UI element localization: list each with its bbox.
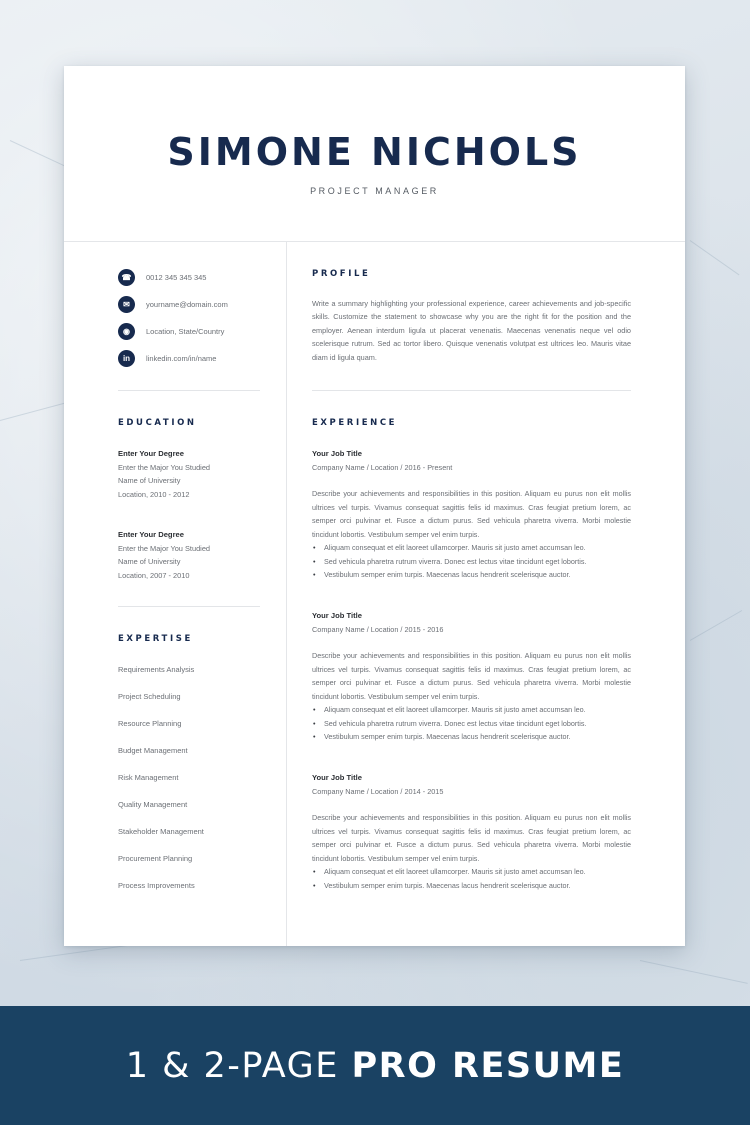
job-description: Describe your achievements and responsibilities in this position. Aliquam eu purus non elit mollis ultrices vel turpis. Vivamus consequat sagittis felis id maximus. Cras feugiat pretium lorem, ac semper orci pulvinar et. Fusce a dictum purus. Sed vehicula pharetra viverra. Morbi molestie tincidunt lobortis. Vestibulum semper vel enim turpis. bbox=[312, 651, 631, 701]
job-bullet: • Aliquam consequat et elit laoreet ullamcorper. Mauris sit justo amet accumsan leo. bbox=[312, 541, 631, 555]
education-entry bbox=[118, 528, 210, 582]
right-divider bbox=[312, 390, 631, 391]
email-icon: ✉ bbox=[118, 296, 135, 313]
job-entry bbox=[312, 771, 631, 892]
left-divider bbox=[118, 390, 260, 391]
job-company: Company Name / Location / 2014 - 2015 bbox=[312, 786, 444, 796]
skill-item: Project Scheduling bbox=[118, 692, 181, 701]
education-dates: Location, 2007 - 2010 bbox=[118, 570, 190, 580]
marble-vein bbox=[640, 960, 748, 984]
job-bullet: • Vestibulum semper enim turpis. Maecenas lacus hendrerit scelerisque auctor. bbox=[312, 568, 631, 582]
contact-phone bbox=[118, 269, 206, 286]
left-divider bbox=[118, 606, 260, 607]
skill-item: Budget Management bbox=[118, 746, 188, 755]
profile-heading: PROFILE bbox=[312, 269, 371, 279]
job-title: Your Job Title bbox=[312, 611, 362, 620]
skill-item: Quality Management bbox=[118, 800, 188, 809]
contact-email bbox=[118, 296, 228, 313]
job-title: Your Job Title bbox=[312, 449, 362, 458]
job-bullet: • Sed vehicula pharetra rutrum viverra. Donec est lectus vitae tincidunt eget lobortis. bbox=[312, 717, 631, 731]
candidate-name: SIMONE NICHOLS bbox=[167, 130, 582, 174]
job-company: Company Name / Location / 2016 - Present bbox=[312, 462, 453, 472]
degree: Enter Your Degree bbox=[118, 530, 184, 539]
university: Name of University bbox=[118, 557, 181, 566]
job-title: Your Job Title bbox=[312, 773, 362, 782]
job-bullet: • Sed vehicula pharetra rutrum viverra. Donec est lectus vitae tincidunt eget lobortis. bbox=[312, 555, 631, 569]
skill-item: Stakeholder Management bbox=[118, 827, 204, 836]
job-bullet: • Vestibulum semper enim turpis. Maecenas lacus hendrerit scelerisque auctor. bbox=[312, 730, 631, 744]
major: Enter the Major You Studied bbox=[118, 462, 211, 472]
contact-email-text: yourname@domain.com bbox=[146, 300, 228, 309]
job-bullets bbox=[312, 541, 631, 582]
marble-vein bbox=[0, 402, 68, 421]
education-heading: EDUCATION bbox=[118, 418, 197, 428]
degree: Enter Your Degree bbox=[118, 449, 184, 458]
contact-location bbox=[118, 323, 224, 340]
marble-vein bbox=[690, 240, 740, 275]
skill-item: Process Improvements bbox=[118, 881, 195, 890]
contact-phone-text: 0012 345 345 345 bbox=[146, 273, 207, 282]
expertise-heading: EXPERTISE bbox=[118, 634, 193, 644]
marble-vein bbox=[690, 610, 742, 641]
linkedin-icon: in bbox=[118, 350, 135, 367]
university: Name of University bbox=[118, 476, 181, 485]
promo-banner bbox=[0, 1006, 750, 1125]
skill-item: Requirements Analysis bbox=[118, 665, 195, 674]
promo-banner-text bbox=[126, 1046, 625, 1086]
marble-vein bbox=[10, 140, 65, 166]
column-divider bbox=[286, 241, 287, 946]
education-dates: Location, 2010 - 2012 bbox=[118, 489, 190, 499]
profile-summary: Write a summary highlighting your professional experience, career achievements and job-specific skills. Customize the statement to showcase why you are the right fit for the position and the employer. Aenean interdum ligula ut placerat venenatis. Maecenas venenatis neque vel odio scelerisque rutrum. Sed ac tortor libero. Quisque venenatis volutpat est ultrices leo. Mauris vitae diam id ligula quam. bbox=[312, 299, 631, 362]
job-description: Describe your achievements and responsibilities in this position. Aliquam eu purus non elit mollis ultrices vel turpis. Vivamus consequat sagittis felis id maximus. Cras feugiat pretium lorem, ac semper orci pulvinar et. Fusce a dictum purus. Sed vehicula pharetra viverra. Morbi molestie tincidunt lobortis. Vestibulum semper vel enim turpis. bbox=[312, 813, 631, 863]
resume-page bbox=[64, 66, 685, 946]
candidate-role: PROJECT MANAGER bbox=[310, 186, 439, 196]
job-entry bbox=[312, 447, 631, 582]
job-bullet: • Vestibulum semper enim turpis. Maecenas lacus hendrerit scelerisque auctor. bbox=[312, 879, 631, 893]
skill-item: Risk Management bbox=[118, 773, 179, 782]
experience-heading: EXPERIENCE bbox=[312, 418, 398, 428]
job-company: Company Name / Location / 2015 - 2016 bbox=[312, 624, 444, 634]
job-bullet: • Aliquam consequat et elit laoreet ullamcorper. Mauris sit justo amet accumsan leo. bbox=[312, 703, 631, 717]
job-description: Describe your achievements and responsibilities in this position. Aliquam eu purus non elit mollis ultrices vel turpis. Vivamus consequat sagittis felis id maximus. Cras feugiat pretium lorem, ac semper orci pulvinar et. Fusce a dictum purus. Sed vehicula pharetra viverra. Morbi molestie tincidunt lobortis. Vestibulum semper vel enim turpis. bbox=[312, 489, 631, 539]
job-bullet: • Aliquam consequat et elit laoreet ullamcorper. Mauris sit justo amet accumsan leo. bbox=[312, 865, 631, 879]
major: Enter the Major You Studied bbox=[118, 543, 211, 553]
contact-linkedin-text: linkedin.com/in/name bbox=[146, 354, 217, 363]
header-divider bbox=[64, 241, 685, 242]
phone-icon: ☎ bbox=[118, 269, 135, 286]
promo-banner-bold: PRO RESUME bbox=[351, 1045, 625, 1086]
job-entry bbox=[312, 609, 631, 744]
job-bullets bbox=[312, 703, 631, 744]
job-bullets bbox=[312, 865, 631, 892]
contact-location-text: Location, State/Country bbox=[146, 327, 225, 336]
promo-banner-regular: 1 & 2-PAGE bbox=[125, 1045, 352, 1086]
contact-linkedin bbox=[118, 350, 216, 367]
skill-item: Resource Planning bbox=[118, 719, 182, 728]
education-entry bbox=[118, 447, 210, 501]
skill-item: Procurement Planning bbox=[118, 854, 193, 863]
location-pin-icon: ◉ bbox=[118, 323, 135, 340]
